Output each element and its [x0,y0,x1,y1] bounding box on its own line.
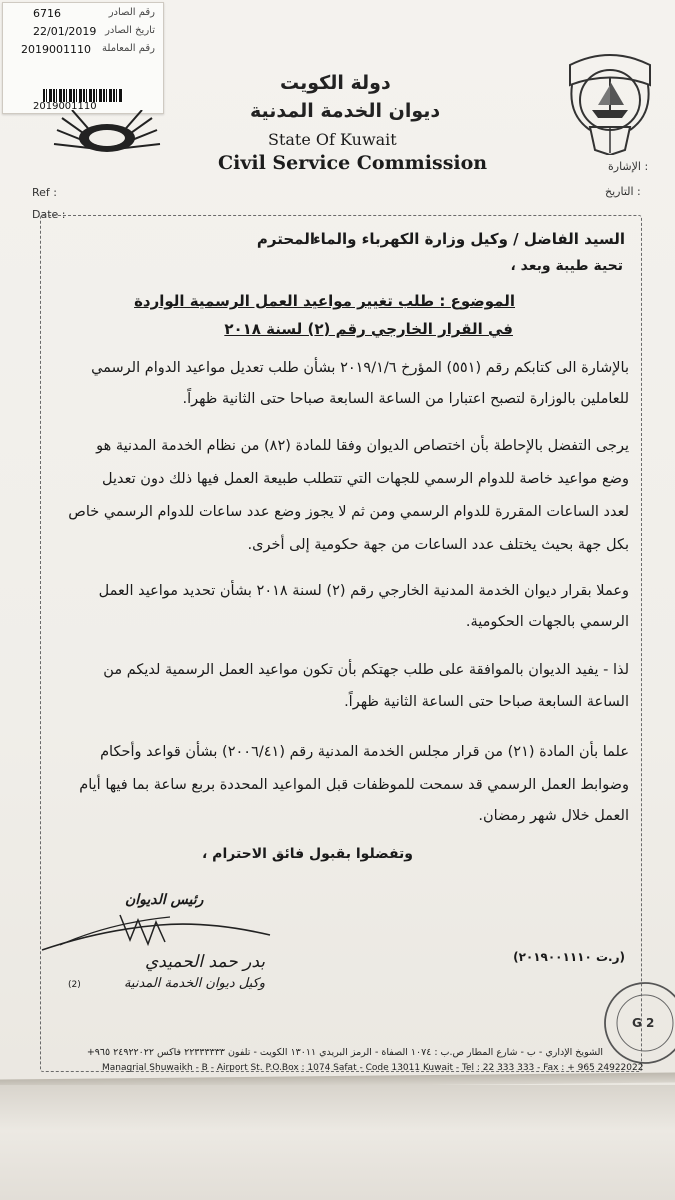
state-ar: دولة الكويت [280,72,391,94]
background-surface [0,1085,675,1200]
commission-ar: ديوان الخدمة المدنية [250,100,441,122]
kuwait-emblem-icon [560,45,660,155]
paragraph-5-line-1: علما بأن المادة (٢١) من قرار مجلس الخدمة المدنية رقم (٢٠٠٦/٤١) بشأن قواعد وأحكام [100,744,629,760]
file-reference: (ر.ت ٢٠١٩٠٠١١١٠) [513,950,625,964]
state-en: State Of Kuwait [268,130,397,149]
paragraph-3-line-1: وعملا بقرار ديوان الخدمة المدنية الخارجي رقم (٢) لسنة ٢٠١٨ بشأن تحديد مواعيد العمل [98,583,629,599]
addressee: السيد الفاضل / وكيل وزارة الكهرباء والماء [313,230,625,248]
outgoing-date-label: تاريخ الصادر [105,25,155,36]
date-label-ar: التاريخ : [605,185,641,198]
footer-address-ar: الشويخ الإداري - ب - شارع المطار ص.ب : ١٠٧٤ الصفاة - الرمز البريدي ١٣٠١١ الكويت - تلفون ٢٢٣٣٣٣٣٣ فاكس ٢٤٩٢٢٠٢٢ ٩٦٥+ [86,1047,603,1058]
signature-mark: (2) [68,980,81,990]
official-stamp-icon [600,975,675,1070]
outgoing-no-label: رقم الصادر [108,7,155,18]
commission-en: Civil Service Commission [218,152,488,174]
closing: وتفضلوا بقبول فائق الاحترام ، [201,846,413,862]
outgoing-date: 22/01/2019 [33,25,97,38]
honorific: المحترم [256,230,315,248]
barcode-number: 2019001110 [33,101,97,112]
paragraph-5-line-3: العمل خلال شهر رمضان. [478,808,629,824]
paragraph-1-line-2: للعاملين بالوزارة لتصبح اعتبارا من الساعة السابعة صباحا حتى الثانية ظهراً. [182,391,629,407]
subject-line-2: في القرار الخارجي رقم (٢) لسنة ٢٠١٨ [224,320,513,338]
paragraph-2-line-4: بكل جهة بحيث يختلف عدد الساعات من جهة حكومية إلى أخرى. [247,537,629,553]
paragraph-2-line-1: يرجى التفضل بالإحاطة بأن اختصاص الديوان وفقا للمادة (٨٢) من نظام الخدمة المدنية هو [96,438,629,454]
signature-name: بدر حمد الحميدي [145,952,265,972]
signature [40,895,280,995]
subject-line-1: الموضوع : طلب تغيير مواعيد العمل الرسمية الواردة [134,292,515,310]
receipt-sticker [2,2,164,114]
footer-address-en: Managrial Shuwaikh - B - Airport St. P.O.Box : 1074 Safat - Code 13011 Kuwait - Tel : 22 333 333 - Fax : + 965 24922022 [102,1063,644,1073]
paragraph-5-line-2: وضوابط العمل الرسمي قد سمحت للموظفات قبل المواعيد المحددة بربع ساعة بما فيها أيام [79,777,629,793]
paragraph-3-line-2: الرسمي بالجهات الحكومية. [465,614,629,630]
stamp-text: G 2 [632,1016,655,1030]
signatory-title: رئيس الديوان [125,892,204,908]
paragraph-2-line-2: وضع مواعيد خاصة للدوام الرسمي للجهات التي تتطلب طبيعة العمل فيها ذلك دون تعديل [102,471,629,487]
paragraph-1-line-1: بالإشارة الى كتابكم رقم (٥٥١) المؤرخ ٢٠١٩/١/٦ بشأن طلب تعديل مواعيد الدوام الرسمي [91,360,629,376]
paragraph-2-line-3: لعدد الساعات المقررة للدوام الرسمي ومن ثم لا يجوز وضع عدد ساعات للدوام الرسمي خاص [68,504,629,520]
ref-label-en: Ref : [32,186,57,199]
greeting: تحية طيبة وبعد ، [510,258,623,274]
transaction-no-label: رقم المعاملة [102,43,155,54]
transaction-no: 2019001110 [21,43,91,56]
ref-label-ar: الإشارة : [608,160,649,173]
sunburst-logo-icon [52,110,162,165]
signature-role: وكيل ديوان الخدمة المدنية [123,976,265,991]
date-label-en: Date : [32,208,66,221]
paragraph-4-line-2: الساعة السابعة صباحا حتى الساعة الثانية ظهراً. [344,694,629,710]
outgoing-no: 6716 [33,7,61,20]
paragraph-4-line-1: لذا - يفيد الديوان بالموافقة على طلب جهتكم بأن تكون مواعيد العمل الرسمية لديكم من [103,662,629,678]
